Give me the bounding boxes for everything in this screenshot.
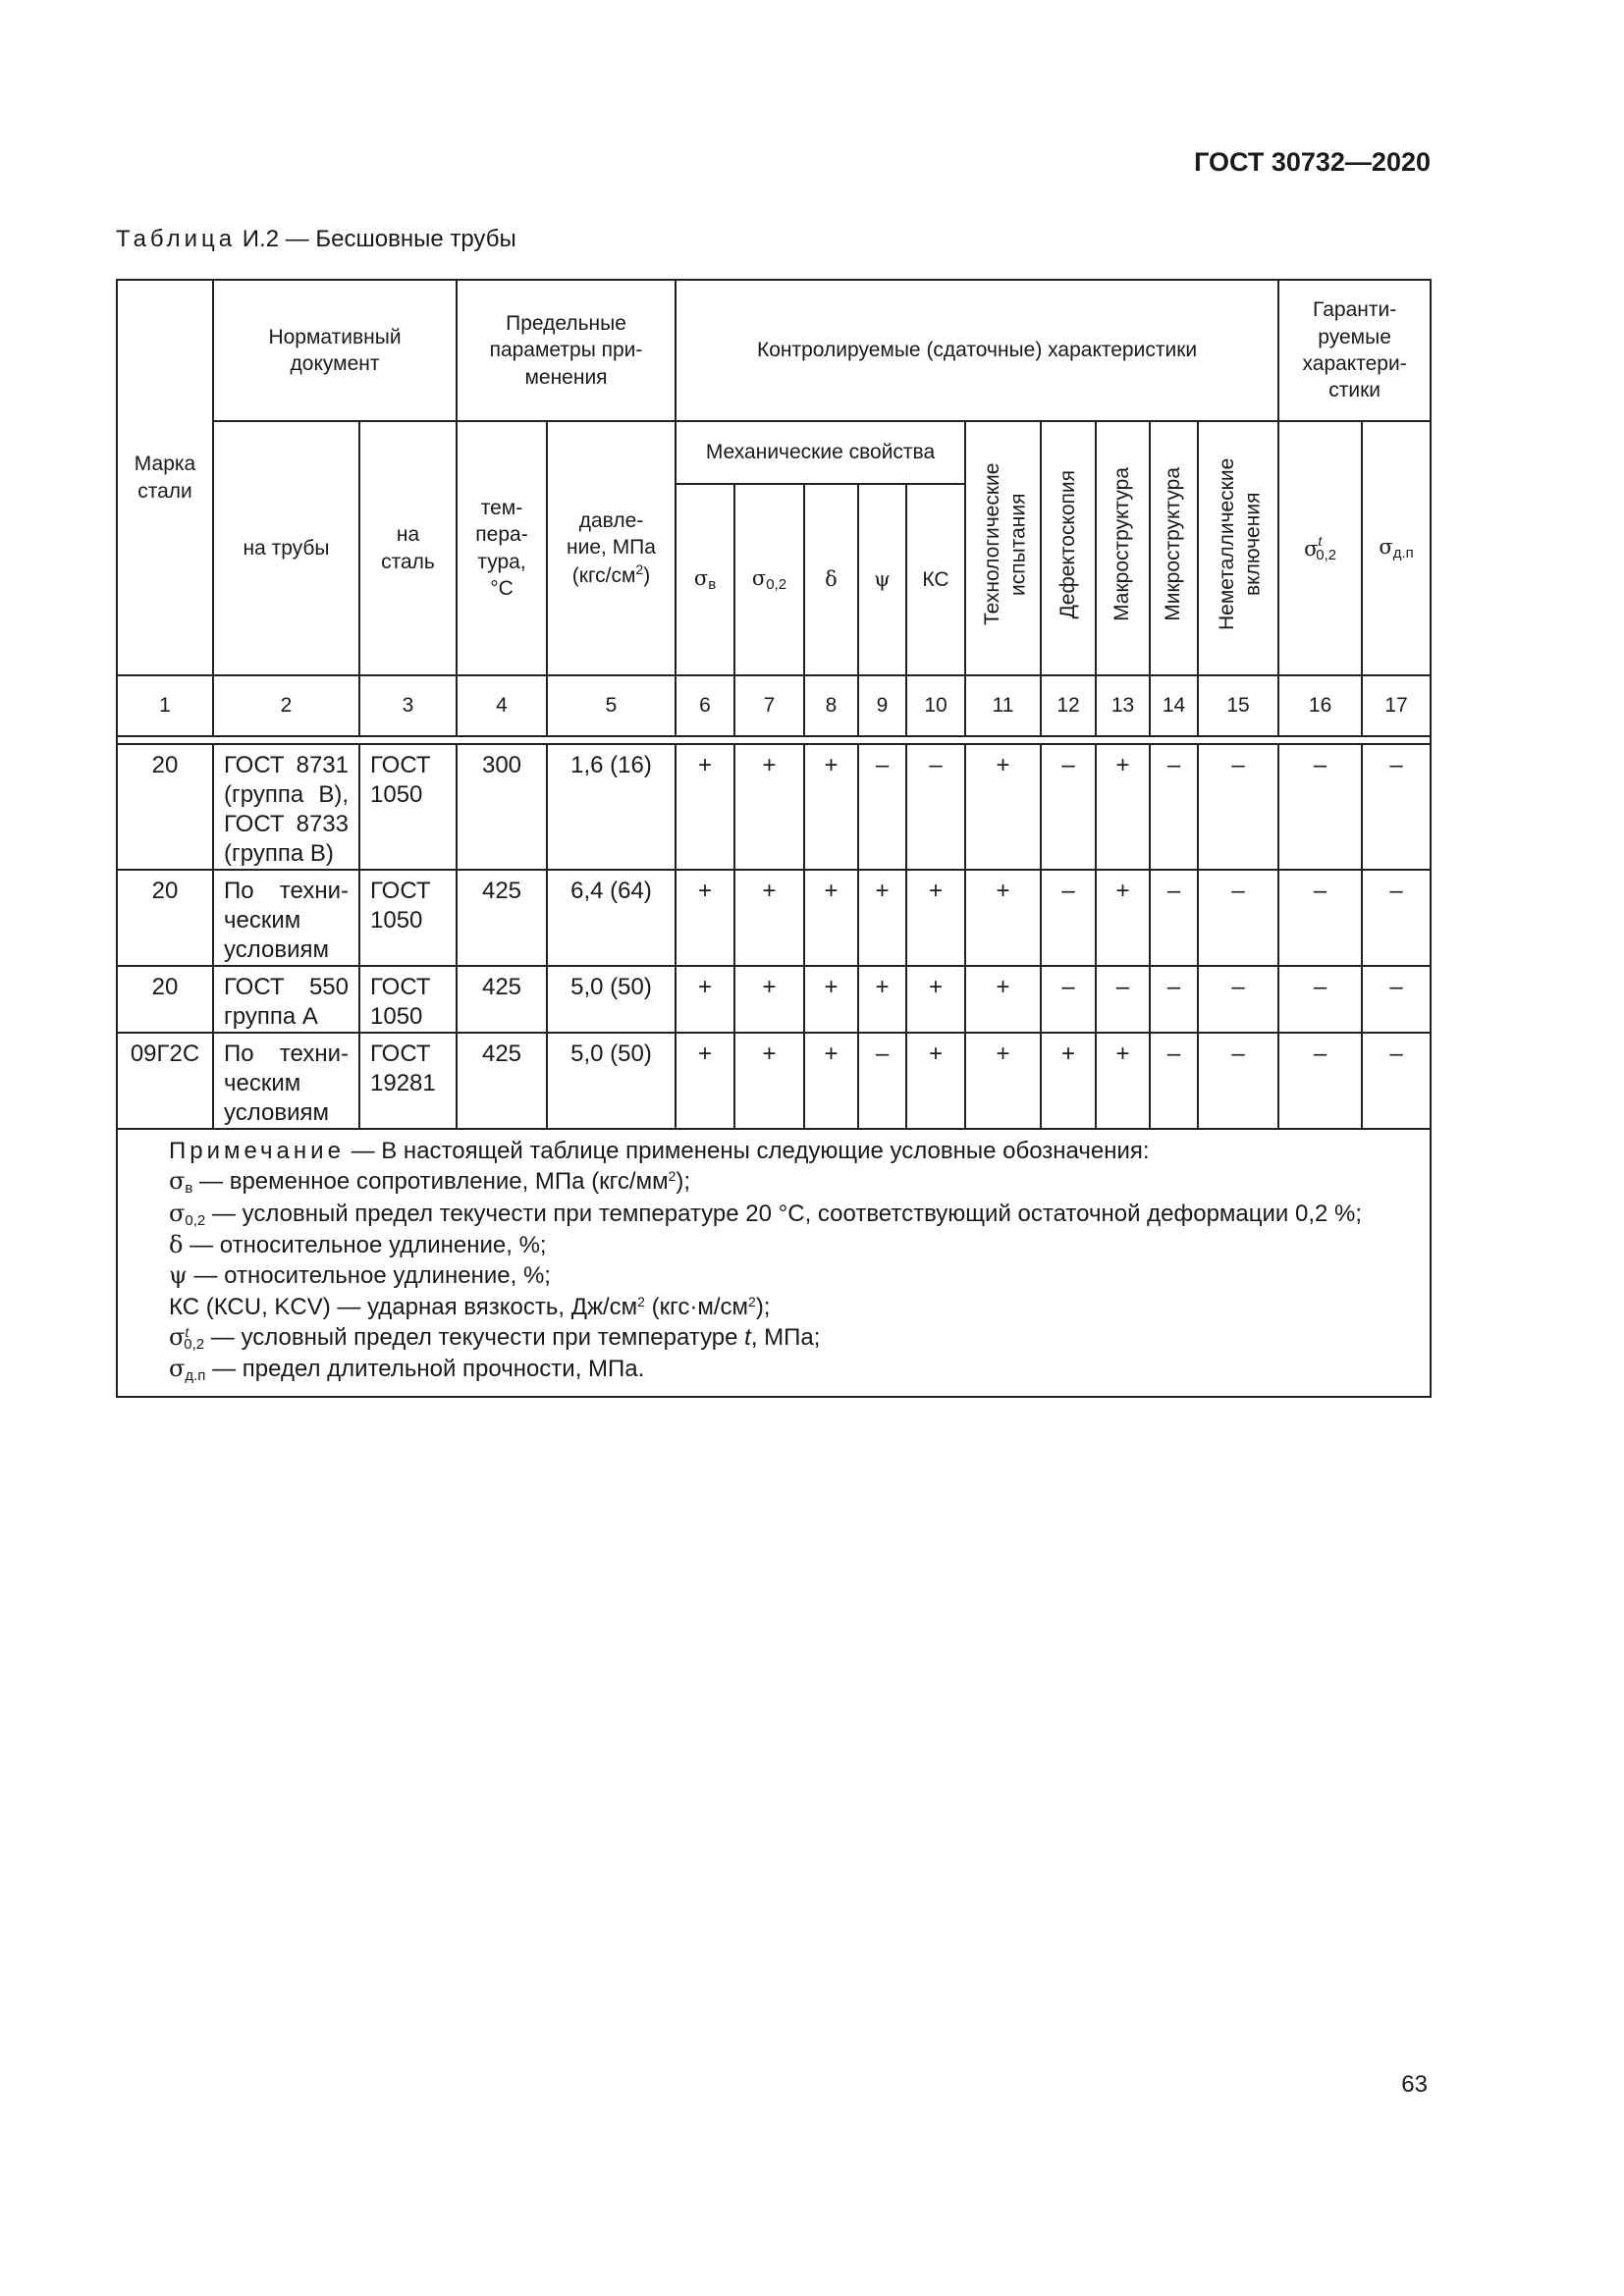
cell-mark: – bbox=[1198, 1033, 1278, 1129]
col-pressure-header: давле-ние, МПа $(кгс/см^2)$ bbox=[547, 421, 676, 675]
cell-steel-doc: ГОСТ 1050 bbox=[359, 744, 457, 870]
cell-mark: + bbox=[858, 870, 906, 966]
column-number-cell: 13 bbox=[1096, 675, 1150, 736]
table-row bbox=[117, 744, 1431, 870]
cell-mark: – bbox=[1041, 744, 1096, 870]
document-id: ГОСТ 30732—2020 bbox=[1194, 147, 1431, 177]
column-number-cell: 11 bbox=[965, 675, 1041, 736]
table-caption bbox=[116, 226, 516, 253]
column-number-cell: 16 bbox=[1278, 675, 1362, 736]
cell-mark: – bbox=[858, 1033, 906, 1129]
cell-pipe-doc: ГОСТ 550 группа А bbox=[213, 966, 359, 1033]
cell-temperature: 300 bbox=[457, 744, 547, 870]
cell-mark: – bbox=[1041, 966, 1096, 1033]
cell-mark: + bbox=[804, 744, 858, 870]
col-grade-header: Марка стали bbox=[117, 280, 213, 675]
cell-mark: + bbox=[965, 1033, 1041, 1129]
col-sigma-t02-header: $\sigma_{^t0,2}$ bbox=[1278, 421, 1362, 675]
cell-mark: – bbox=[1041, 870, 1096, 966]
column-number-cell: 9 bbox=[858, 675, 906, 736]
cell-pipe-doc: По техни-ческим условиям bbox=[213, 1033, 359, 1129]
table-body bbox=[117, 736, 1431, 1129]
col-kc-header: КС bbox=[906, 484, 965, 675]
col-params-header: Предельные параметры при-менения bbox=[457, 280, 676, 421]
cell-pressure: 5,0 (50) bbox=[547, 966, 676, 1033]
cell-mark: + bbox=[676, 870, 734, 966]
column-number-cell: 2 bbox=[213, 675, 359, 736]
table-note: Примечание — В настоящей таблице применены следующие условные обозначения: $\sigma_в$ — временное сопротивление, МПа $(кгс/мм^2)$; $\sigma_{0,2}$ — условный предел текучести при температуре 20 °С, соответствующий остаточной деформации 0,2 %; δ — относительное удлинение, %; ψ — относительное удлинение, %; КС (КСU, KCV) — ударная вязкость, $Дж/см^2$ $(кгс\cdot м/см^2)$; $\sigma_{^t0,2}$ — условный предел текучести при температуре t, МПа; $\sigma_{д.п}$ — предел длительной прочности, МПа. bbox=[117, 1129, 1431, 1397]
col-steel-header: на сталь bbox=[359, 421, 457, 675]
cell-mark: + bbox=[734, 1033, 804, 1129]
column-number-cell: 8 bbox=[804, 675, 858, 736]
column-number-cell: 5 bbox=[547, 675, 676, 736]
cell-mark: – bbox=[1278, 966, 1362, 1033]
page-number: 63 bbox=[1401, 2071, 1428, 2098]
cell-mark: – bbox=[1150, 870, 1198, 966]
cell-mark: – bbox=[1278, 870, 1362, 966]
col-sigma-dp-header: $\sigma_{д.п}$ bbox=[1362, 421, 1431, 675]
cell-pressure: 1,6 (16) bbox=[547, 744, 676, 870]
col-pipes-header: на трубы bbox=[213, 421, 359, 675]
cell-grade: 20 bbox=[117, 966, 213, 1033]
column-number-cell: 7 bbox=[734, 675, 804, 736]
cell-steel-doc: ГОСТ 1050 bbox=[359, 966, 457, 1033]
col-temperature-header: тем-пера-тура, °С bbox=[457, 421, 547, 675]
cell-steel-doc: ГОСТ 19281 bbox=[359, 1033, 457, 1129]
cell-mark: + bbox=[1096, 870, 1150, 966]
cell-mark: + bbox=[734, 870, 804, 966]
cell-mark: – bbox=[1150, 966, 1198, 1033]
cell-mark: + bbox=[858, 966, 906, 1033]
col-psi-header: ψ bbox=[858, 484, 906, 675]
cell-mark: – bbox=[906, 744, 965, 870]
cell-mark: + bbox=[1096, 744, 1150, 870]
column-number-cell: 1 bbox=[117, 675, 213, 736]
col-macrostructure-header: Макроструктура bbox=[1096, 421, 1150, 675]
col-microstructure-header: Микроструктура bbox=[1150, 421, 1198, 675]
table-row bbox=[117, 966, 1431, 1033]
col-controlled-header: Контролируемые (сдаточные) характеристики bbox=[676, 280, 1278, 421]
cell-pipe-doc: По техни-ческим условиям bbox=[213, 870, 359, 966]
cell-mark: + bbox=[906, 1033, 965, 1129]
cell-mark: + bbox=[804, 1033, 858, 1129]
cell-mark: + bbox=[1096, 1033, 1150, 1129]
col-technological-header: Технологические испытания bbox=[965, 421, 1041, 675]
cell-mark: – bbox=[1096, 966, 1150, 1033]
separator-row bbox=[117, 736, 1431, 744]
cell-temperature: 425 bbox=[457, 870, 547, 966]
cell-mark: – bbox=[1362, 870, 1431, 966]
cell-grade: 20 bbox=[117, 744, 213, 870]
cell-mark: + bbox=[804, 966, 858, 1033]
cell-mark: + bbox=[734, 966, 804, 1033]
cell-mark: – bbox=[1362, 1033, 1431, 1129]
caption-text: И.2 — Бесшовные трубы bbox=[242, 226, 516, 252]
column-number-cell: 17 bbox=[1362, 675, 1431, 736]
cell-grade: 09Г2С bbox=[117, 1033, 213, 1129]
cell-mark: + bbox=[906, 870, 965, 966]
cell-mark: + bbox=[804, 870, 858, 966]
cell-mark: + bbox=[965, 870, 1041, 966]
col-sigma-02-header: $\sigma_{0,2}$ bbox=[734, 484, 804, 675]
caption-label: Таблица bbox=[116, 226, 237, 252]
col-nonmetallic-header: Неметаллические включения bbox=[1198, 421, 1278, 675]
cell-mark: – bbox=[1362, 966, 1431, 1033]
cell-mark: + bbox=[676, 966, 734, 1033]
cell-mark: + bbox=[906, 966, 965, 1033]
cell-mark: + bbox=[965, 966, 1041, 1033]
column-number-cell: 12 bbox=[1041, 675, 1096, 736]
cell-mark: + bbox=[734, 744, 804, 870]
column-number-cell: 15 bbox=[1198, 675, 1278, 736]
col-sigma-v-header: $\sigma_в$ bbox=[676, 484, 734, 675]
column-number-cell: 6 bbox=[676, 675, 734, 736]
seamless-pipes-table bbox=[116, 279, 1432, 1398]
cell-mark: – bbox=[1278, 744, 1362, 870]
column-number-cell: 10 bbox=[906, 675, 965, 736]
column-number-cell: 14 bbox=[1150, 675, 1198, 736]
cell-mark: – bbox=[1278, 1033, 1362, 1129]
column-number-cell: 3 bbox=[359, 675, 457, 736]
col-guaranteed-header: Гаранти-руемые характери-стики bbox=[1278, 280, 1431, 421]
column-number-cell: 4 bbox=[457, 675, 547, 736]
cell-temperature: 425 bbox=[457, 966, 547, 1033]
cell-pressure: 5,0 (50) bbox=[547, 1033, 676, 1129]
cell-steel-doc: ГОСТ 1050 bbox=[359, 870, 457, 966]
cell-mark: – bbox=[1198, 966, 1278, 1033]
cell-mark: – bbox=[1362, 744, 1431, 870]
table-row bbox=[117, 870, 1431, 966]
cell-pressure: 6,4 (64) bbox=[547, 870, 676, 966]
table-row bbox=[117, 1033, 1431, 1129]
cell-mark: + bbox=[676, 744, 734, 870]
col-mechanical-header: Механические свойства bbox=[676, 421, 965, 484]
cell-mark: + bbox=[1041, 1033, 1096, 1129]
cell-mark: + bbox=[965, 744, 1041, 870]
cell-mark: + bbox=[676, 1033, 734, 1129]
cell-temperature: 425 bbox=[457, 1033, 547, 1129]
cell-mark: – bbox=[1198, 870, 1278, 966]
cell-mark: – bbox=[858, 744, 906, 870]
cell-mark: – bbox=[1198, 744, 1278, 870]
col-normdoc-header: Нормативный документ bbox=[213, 280, 457, 421]
cell-pipe-doc: ГОСТ 8731 (группа В), ГОСТ 8733 (группа В) bbox=[213, 744, 359, 870]
cell-grade: 20 bbox=[117, 870, 213, 966]
col-defectoscopy-header: Дефектоскопия bbox=[1041, 421, 1096, 675]
cell-mark: – bbox=[1150, 1033, 1198, 1129]
col-delta-header: δ bbox=[804, 484, 858, 675]
cell-mark: – bbox=[1150, 744, 1198, 870]
column-numbers-row bbox=[117, 675, 1431, 736]
